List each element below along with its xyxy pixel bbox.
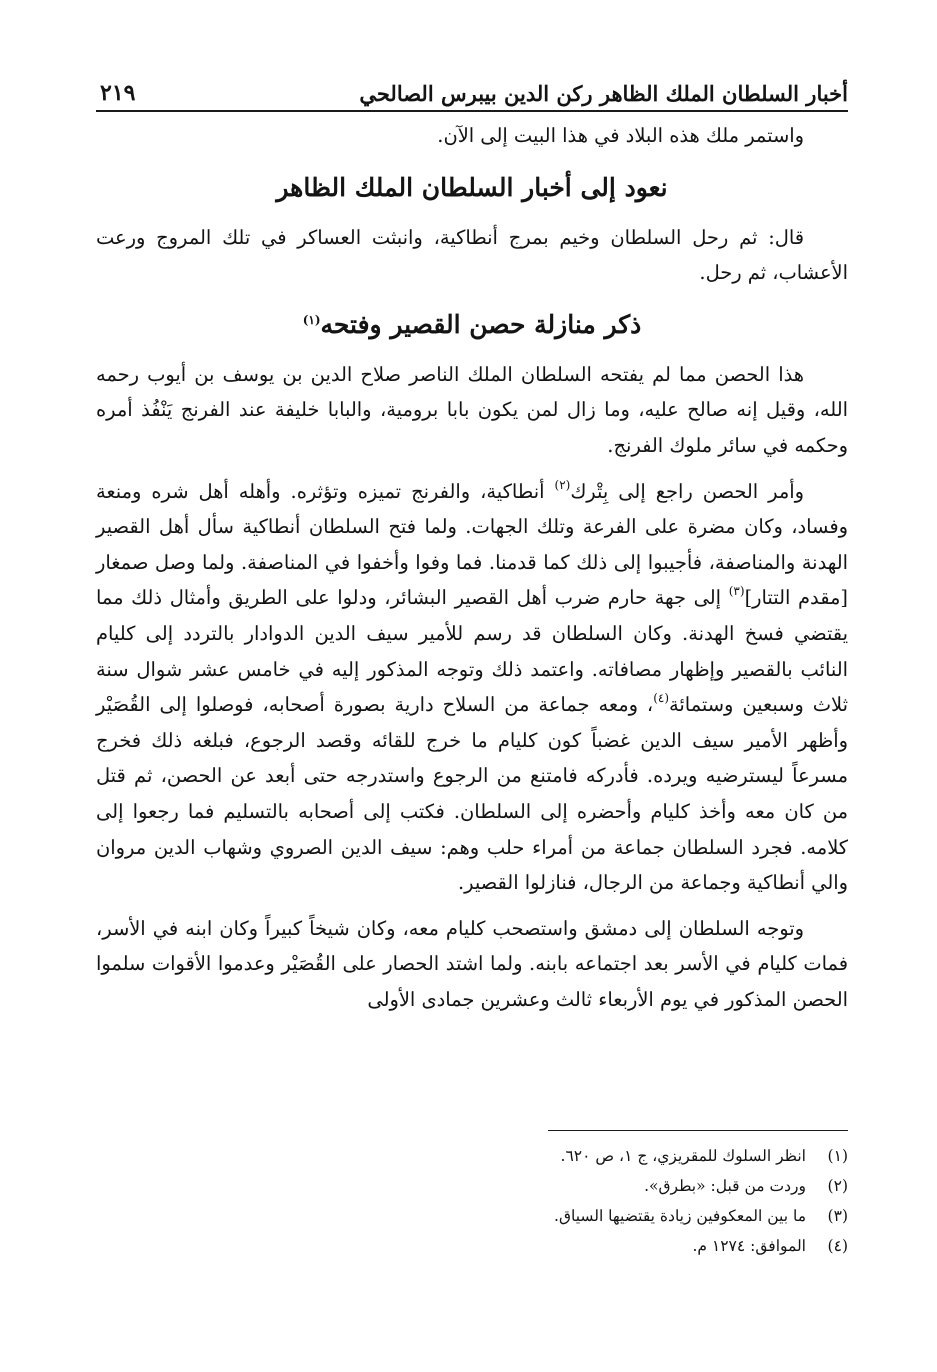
paragraph-departure: قال: ثم رحل السلطان وخيم بمرج أنطاكية، وانبثت العساكر في تلك المروج ورعت الأعشاب، ثم رحل. — [96, 225, 848, 285]
footnote-ref-4[interactable]: (٤) — [653, 691, 670, 706]
footnote-number: (٣) — [827, 1207, 848, 1225]
section-heading-qusayr — [96, 305, 848, 345]
footnote-text: ما بين المعكوفين زيادة يقتضيها السياق. — [554, 1207, 806, 1225]
footnote-ref-2[interactable]: (٢) — [554, 477, 571, 492]
footnote-text: الموافق: ١٢٧٤ م. — [692, 1237, 806, 1255]
paragraph-siege: وتوجه السلطان إلى دمشق واستصحب كليام معه، وكان شيخاً كبيراً وكان ابنه في الأسر، فمات كليام في الأسر بعد اجتماعه بابنه. ولما اشتد الحصار على القُصَيْر وعدموا الأقوات سلموا الحصن المذكور في يوم الأربعاء ثالث وعشرين جمادى الأولى — [96, 916, 848, 1011]
footnote-number: (٢) — [827, 1177, 848, 1195]
paragraph-fortress-affairs — [96, 474, 848, 901]
running-title: أخبار السلطان الملك الظاهر ركن الدين بيبرس الصالحي — [359, 81, 848, 106]
intro-line: واستمر ملك هذه البلاد في هذا البيت إلى الآن. — [437, 124, 804, 147]
footnote-list — [548, 1141, 848, 1261]
footnote-text: انظر السلوك للمقريزي، ج ١، ص ٦٢٠. — [560, 1147, 806, 1165]
footnote-text: وردت من قبل: «بطرق». — [644, 1177, 806, 1195]
paragraph-text: وأمر الحصن راجع إلى بِتْرك — [570, 479, 805, 503]
main-text — [96, 118, 848, 1017]
page-number: ٢١٩ — [100, 80, 136, 106]
footnote-item — [548, 1171, 848, 1201]
paragraph-text: أنطاكية، والفرنج تميزه وتؤثره. وأهله أهل شره ومنعة وفساد، وكان مضرة على الفرعة وتلك الجهات. ولما فتح السلطان أنطاكية سأل أهل القصير الهدنة والمناصفة، فأجيبوا إلى ذلك كما قدمنا. فما وفوا وأخفوا في المناصفة. ولما وصل صمغار [مقدم التتار] — [96, 479, 848, 610]
footnote-item — [548, 1141, 848, 1171]
footnote-ref-1[interactable]: (١) — [302, 312, 321, 327]
paragraph-text: إلى جهة حارم ضرب أهل القصير البشائر، ودلوا على الطريق وأمثال ذلك مما يقتضي فسخ الهدنة. وكان السلطان قد رسم للأمير سيف الدين الدوادار بالتردد إلى كليام النائب بالقصير وإظهار مصافاته. واعتمد ذلك وتوجه المذكور إليه في خامس عشر شوال سنة ثلاث وسبعين وستمائة — [96, 586, 848, 717]
footnote-ref-3[interactable]: (٣) — [728, 584, 745, 599]
paragraph-text: ، ومعه جماعة من السلاح دارية بصورة أصحابه، فوصلوا إلى القُصَيْر وأظهر الأمير سيف الدين غضباً كون كليام ما خرج للقائه وقصد الرجوع، فبلغه ذلك فخرج مسرعاً ليسترضيه ويرده. فأدركه فامتنع من الرجوع واستدرجه حتى أبعد عن الحصن، ثم قتل من كان معه وأخذ كليام وأحضره إلى السلطان. فكتب إلى أصحابه بالتسليم فما رجعوا إلى كلامه. فجرد السلطان جماعة من أمراء حلب وهم: سيف الدين الصروي وشهاب الدين مروان والي أنطاكية وجماعة من الرجال، فنازلوا القصير. — [96, 693, 848, 895]
page-header — [96, 64, 848, 112]
footnote-number: (٤) — [827, 1237, 848, 1255]
section-heading-return: نعود إلى أخبار السلطان الملك الظاهر — [276, 172, 668, 202]
heading-text: ذكر منازلة حصن القصير وفتحه — [320, 309, 642, 339]
footnote-item — [548, 1201, 848, 1231]
paragraph-fortress-history: هذا الحصن مما لم يفتحه السلطان الملك الناصر صلاح الدين بن يوسف بن أيوب رحمه الله، وقيل إنه صالح عليه، وما زال لمن يكون بابا برومية، والبابا خليفة عند الفرنج يَنْفُذ أمره وحكمه في سائر ملوك الفرنج. — [96, 362, 848, 457]
footnote-item — [548, 1231, 848, 1261]
book-page — [96, 0, 848, 1372]
footnotes — [548, 1130, 848, 1261]
footnote-number: (١) — [827, 1147, 848, 1165]
